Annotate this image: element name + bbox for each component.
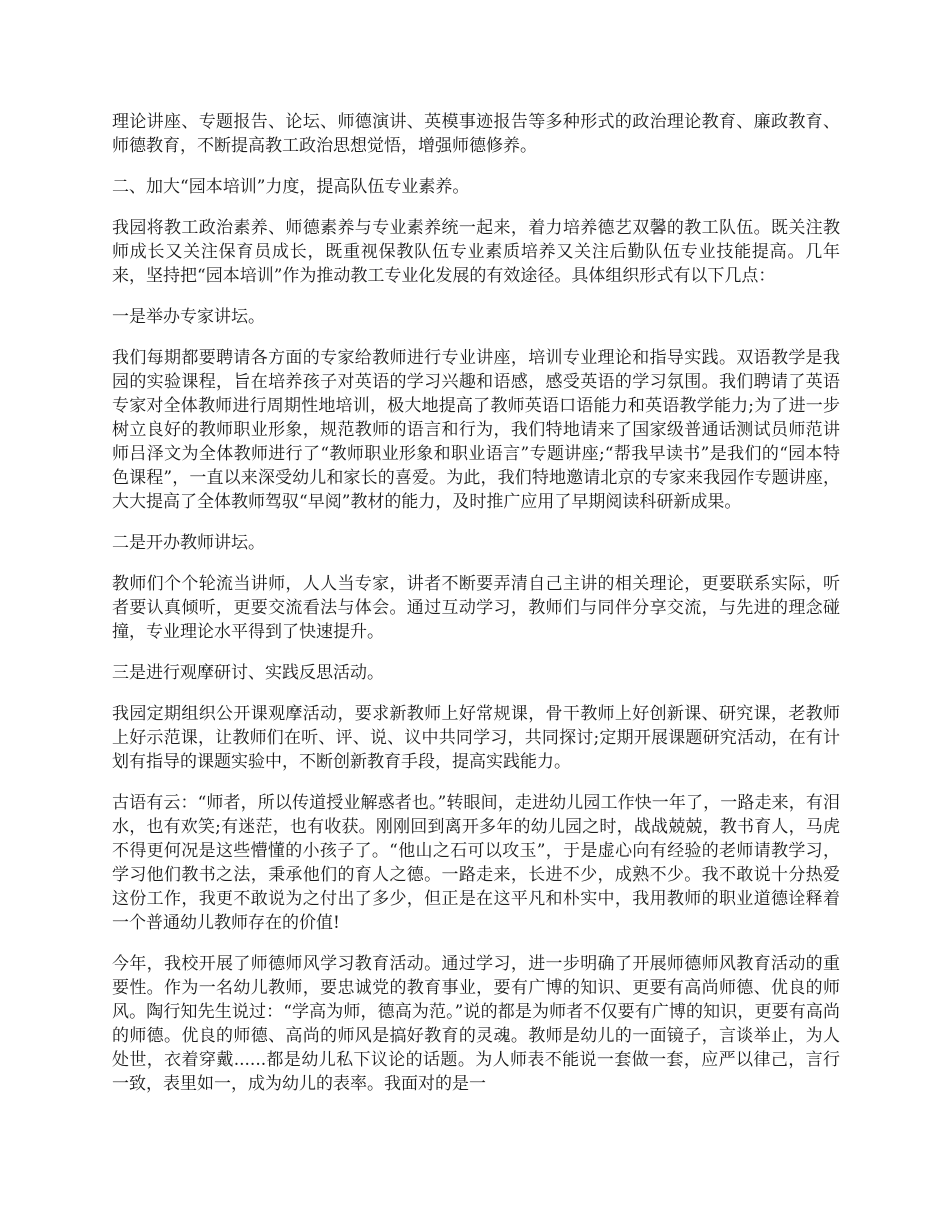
- paragraph-intro: 理论讲座、专题报告、论坛、师德演讲、英模事迹报告等多种形式的政治理论教育、廉政教育、师德教育，不断提高教工政治思想觉悟，增强师德修养。: [112, 112, 840, 156]
- paragraph-ethics-study: 今年，我校开展了师德师风学习教育活动。通过学习，进一步明确了开展师德师风教育活动的重要性。作为一名幼儿教师，要忠诚党的教育事业，要有广博的知识、更要有高尚师德、优良的师风。陶行知先生说过：“学高为师，德高为范。”说的都是为师者不仅要有广博的知识，更要有高尚的师德。优良的师德、高尚的师风是搞好教育的灵魂。教师是幼儿的一面镜子，言谈举止，为人处世，衣着穿戴......都是幼儿私下议论的话题。为人师表不能说一套做一套，应严以律己，言行一致，表里如一，成为幼儿的表率。我面对的是一: [112, 954, 840, 1094]
- paragraph-observation: 我园定期组织公开课观摩活动，要求新教师上好常规课，骨干教师上好创新课、研究课，老教师上好示范课，让教师们在听、评、说、议中共同学习，共同探讨;定期开展课题研究活动，在有计划有指导的课题实验中，不断创新教育手段，提高实践能力。: [112, 704, 840, 772]
- paragraph-training-overview: 我园将教工政治素养、师德素养与专业素养统一起来，着力培养德艺双馨的教工队伍。既关注教师成长又关注保育员成长，既重视保教队伍专业素质培养又关注后勤队伍专业技能提高。几年来，坚持把“园本培训”作为推动教工专业化发展的有效途径。具体组织形式有以下几点：: [112, 218, 840, 286]
- section-heading-training: 二、加大“园本培训”力度，提高队伍专业素养。: [112, 177, 470, 197]
- document-page: [112, 110, 840, 1113]
- subheading-observation: 三是进行观摩研讨、实践反思活动。: [112, 663, 384, 683]
- paragraph-teacher-forum: 教师们个个轮流当讲师，人人当专家，讲者不断要弄清自己主讲的相关理论，更要联系实际，听者要认真倾听，更要交流看法与体会。通过互动学习，教师们与同伴分享交流，与先进的理念碰撞，专业理论水平得到了快速提升。: [112, 574, 840, 642]
- paragraph-reflection: 古语有云：“师者，所以传道授业解惑者也。”转眼间，走进幼儿园工作快一年了，一路走来，有泪水，也有欢笑;有迷茫，也有收获。刚刚回到离开多年的幼儿园之时，战战兢兢，教书育人，马虎不得更何况是这些懵懂的小孩子了。“他山之石可以攻玉”，于是虚心向有经验的老师请教学习，学习他们教书之法，秉承他们的育人之德。一路走来，长进不少，成熟不少。我不敢说十分热爱这份工作，我更不敢说为之付出了多少，但正是在这平凡和朴实中，我用教师的职业道德诠释着一个普通幼儿教师存在的价值!: [112, 793, 840, 933]
- paragraph-expert-forum: 我们每期都要聘请各方面的专家给教师进行专业讲座，培训专业理论和指导实践。双语教学是我园的实验课程，旨在培养孩子对英语的学习兴趣和语感，感受英语的学习氛围。我们聘请了英语专家对全体教师进行周期性地培训，极大地提高了教师英语口语能力和英语教学能力;为了进一步树立良好的教师职业形象，规范教师的语言和行为，我们特地请来了国家级普通话测试员师范讲师吕泽文为全体教师进行了“教师职业形象和职业语言”专题讲座;“帮我早读书”是我们的“园本特色课程”，一直以来深受幼儿和家长的喜爱。为此，我们特地邀请北京的专家来我园作专题讲座，大大提高了全体教师驾驭“早阅”教材的能力，及时推广应用了早期阅读科研新成果。: [112, 348, 840, 512]
- subheading-expert-forum: 一是举办专家讲坛。: [112, 307, 265, 327]
- subheading-teacher-forum: 二是开办教师讲坛。: [112, 533, 265, 553]
